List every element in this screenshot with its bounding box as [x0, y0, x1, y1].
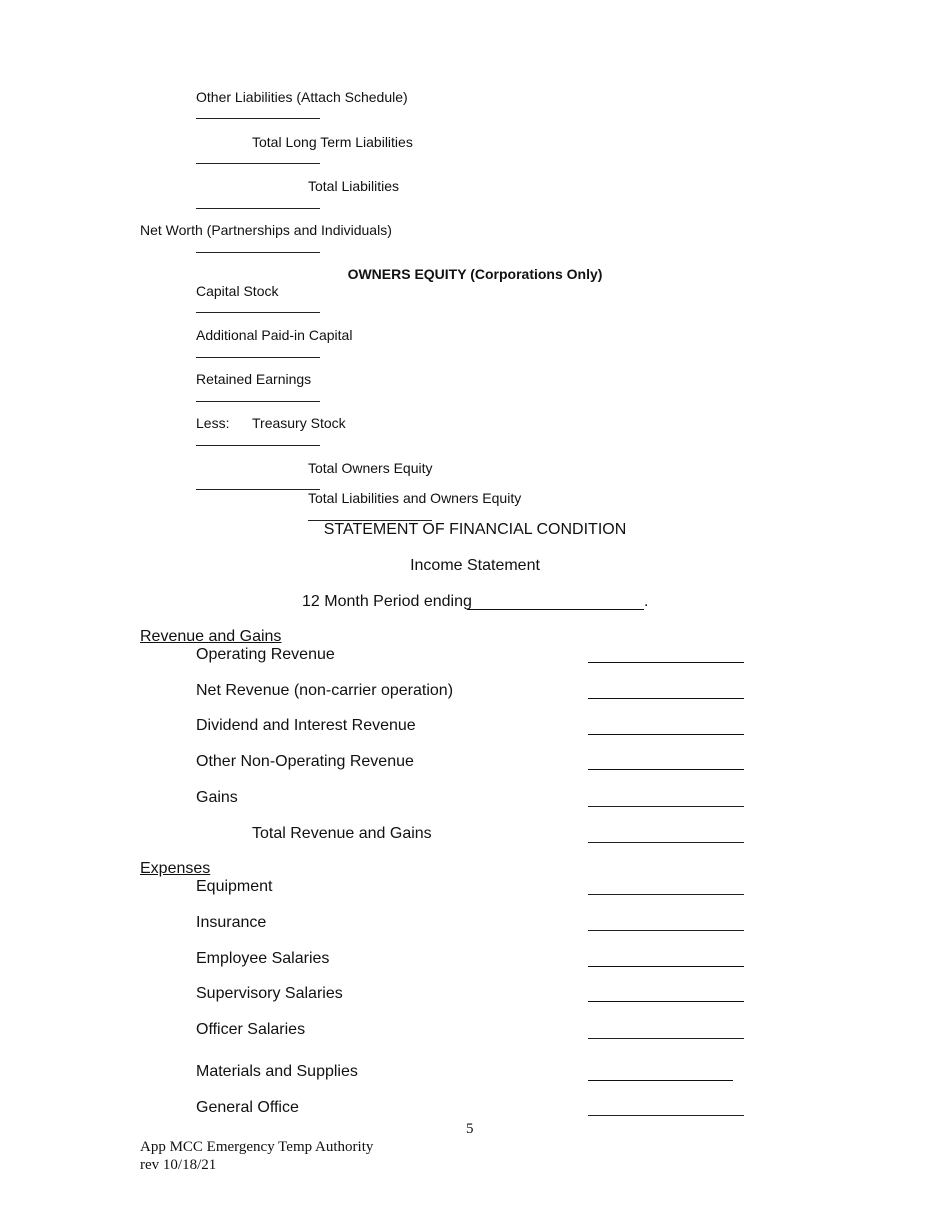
gains-blank[interactable]: [588, 806, 744, 807]
statement-title: STATEMENT OF FINANCIAL CONDITION: [323, 521, 627, 538]
net-worth-blank[interactable]: [196, 252, 320, 253]
expense-item: Materials and Supplies: [196, 1063, 358, 1080]
expense-item: Officer Salaries: [196, 1021, 306, 1038]
expense-item: Insurance: [196, 914, 267, 931]
general-office-blank[interactable]: [588, 1115, 744, 1116]
capital-stock-label: Capital Stock: [196, 283, 279, 299]
equipment-blank[interactable]: [588, 894, 744, 895]
officer-salaries-blank[interactable]: [588, 1038, 744, 1039]
total-owners-equity-label: Total Owners Equity: [308, 460, 433, 476]
capital-stock-blank[interactable]: [196, 312, 320, 313]
total-liabilities-blank[interactable]: [196, 208, 320, 209]
revenue-item: Net Revenue (non-carrier operation): [196, 682, 454, 699]
expense-item: General Office: [196, 1099, 299, 1116]
page-number: 5: [466, 1121, 474, 1137]
dividend-interest-revenue-blank[interactable]: [588, 734, 744, 735]
treasury-stock-blank[interactable]: [196, 445, 320, 446]
footer-doc-name: App MCC Emergency Temp Authority: [140, 1139, 374, 1155]
period-ending-label: 12 Month Period ending: [302, 593, 472, 610]
total-owners-equity-blank[interactable]: [196, 489, 320, 490]
revenue-item: Dividend and Interest Revenue: [196, 717, 416, 734]
insurance-blank[interactable]: [588, 930, 744, 931]
revenue-heading: Revenue and Gains: [140, 628, 282, 645]
other-liabilities-blank[interactable]: [196, 118, 320, 119]
operating-revenue-blank[interactable]: [588, 662, 744, 663]
supervisory-salaries-blank[interactable]: [588, 1001, 744, 1002]
additional-paid-in-capital-label: Additional Paid-in Capital: [196, 327, 353, 343]
retained-earnings-label: Retained Earnings: [196, 371, 312, 387]
total-long-term-liabilities-label: Total Long Term Liabilities: [252, 134, 413, 150]
net-revenue-blank[interactable]: [588, 698, 744, 699]
expense-item: Employee Salaries: [196, 950, 330, 967]
income-statement-subtitle: Income Statement: [410, 557, 540, 574]
less-label: Less:: [196, 415, 230, 431]
other-non-operating-revenue-blank[interactable]: [588, 769, 744, 770]
total-revenue-and-gains-label: Total Revenue and Gains: [252, 825, 432, 842]
retained-earnings-blank[interactable]: [196, 401, 320, 402]
expenses-heading: Expenses: [140, 860, 211, 877]
treasury-stock-label: Treasury Stock: [252, 415, 346, 431]
revenue-item: Gains: [196, 789, 238, 806]
employee-salaries-blank[interactable]: [588, 966, 744, 967]
total-liabilities-and-owners-equity-label: Total Liabilities and Owners Equity: [308, 490, 522, 506]
additional-paid-in-capital-blank[interactable]: [196, 357, 320, 358]
total-liabilities-label: Total Liabilities: [308, 178, 400, 194]
footer-revision: rev 10/18/21: [140, 1157, 217, 1173]
total-revenue-and-gains-blank[interactable]: [588, 842, 744, 843]
net-worth-label: Net Worth (Partnerships and Individuals): [140, 222, 392, 238]
revenue-item: Other Non-Operating Revenue: [196, 753, 414, 770]
owners-equity-heading: OWNERS EQUITY (Corporations Only): [347, 266, 603, 282]
other-liabilities-label: Other Liabilities (Attach Schedule): [196, 89, 408, 105]
materials-and-supplies-blank[interactable]: [588, 1080, 733, 1081]
total-long-term-liabilities-blank[interactable]: [196, 163, 320, 164]
expense-item: Equipment: [196, 878, 273, 895]
expense-item: Supervisory Salaries: [196, 985, 343, 1002]
revenue-item: Operating Revenue: [196, 646, 335, 663]
period-ending-blank[interactable]: [467, 609, 644, 610]
period-ending-suffix: .: [644, 593, 649, 610]
